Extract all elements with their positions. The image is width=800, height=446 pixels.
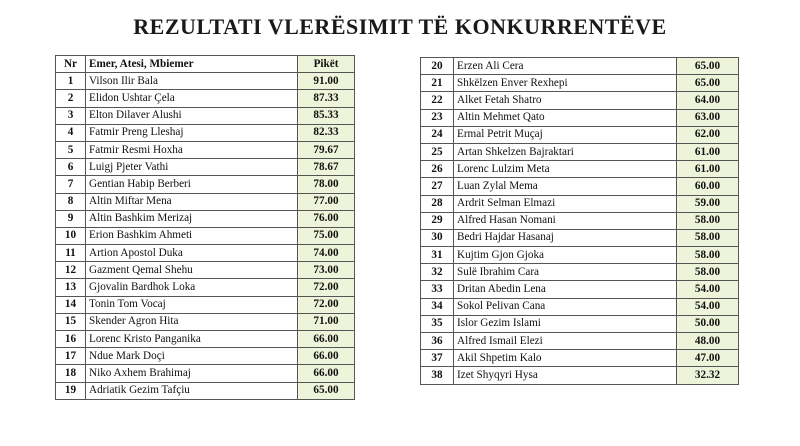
row-number: 29 [421, 212, 454, 229]
candidate-points: 78.67 [298, 159, 355, 176]
candidate-name: Altin Bashkim Merizaj [86, 210, 298, 227]
row-number: 8 [56, 193, 86, 210]
row-number: 7 [56, 176, 86, 193]
candidate-points: 78.00 [298, 176, 355, 193]
table-row [56, 159, 355, 176]
candidate-points: 82.33 [298, 124, 355, 141]
table-row [56, 227, 355, 244]
table-row [421, 350, 739, 367]
candidate-name: Skender Agron Hita [86, 313, 298, 330]
table-row [421, 58, 739, 75]
candidate-name: Artion Apostol Duka [86, 245, 298, 262]
candidate-name: Artan Shkelzen Bajraktari [454, 143, 677, 160]
candidate-name: Gjovalin Bardhok Loka [86, 279, 298, 296]
candidate-points: 73.00 [298, 262, 355, 279]
row-number: 25 [421, 143, 454, 160]
candidate-points: 61.00 [677, 143, 739, 160]
row-number: 35 [421, 315, 454, 332]
candidate-name: Altin Mehmet Qato [454, 109, 677, 126]
row-number: 34 [421, 298, 454, 315]
row-number: 19 [56, 382, 86, 399]
candidate-name: Kujtim Gjon Gjoka [454, 247, 677, 264]
candidate-points: 76.00 [298, 210, 355, 227]
candidate-points: 48.00 [677, 333, 739, 350]
candidate-name: Erion Bashkim Ahmeti [86, 227, 298, 244]
row-number: 5 [56, 141, 86, 158]
candidate-points: 72.00 [298, 279, 355, 296]
candidate-points: 79.67 [298, 141, 355, 158]
table-row [56, 193, 355, 210]
table-row [421, 109, 739, 126]
candidate-name: Gazment Qemal Shehu [86, 262, 298, 279]
candidate-points: 66.00 [298, 348, 355, 365]
table-row [421, 229, 739, 246]
candidate-name: Gentian Habip Berberi [86, 176, 298, 193]
candidate-name: Erzen Ali Cera [454, 58, 677, 75]
table-row [56, 262, 355, 279]
row-number: 20 [421, 58, 454, 75]
row-number: 13 [56, 279, 86, 296]
table-row [56, 365, 355, 382]
candidate-name: Luigj Pjeter Vathi [86, 159, 298, 176]
row-number: 9 [56, 210, 86, 227]
table-row [56, 313, 355, 330]
candidate-points: 65.00 [677, 75, 739, 92]
candidate-points: 63.00 [677, 109, 739, 126]
candidate-points: 74.00 [298, 245, 355, 262]
row-number: 24 [421, 126, 454, 143]
candidate-points: 75.00 [298, 227, 355, 244]
row-number: 14 [56, 296, 86, 313]
row-number: 27 [421, 178, 454, 195]
candidate-name: Niko Axhem Brahimaj [86, 365, 298, 382]
candidate-points: 58.00 [677, 229, 739, 246]
candidate-points: 32.32 [677, 367, 739, 384]
candidate-points: 60.00 [677, 178, 739, 195]
candidate-points: 91.00 [298, 73, 355, 90]
candidate-name: Sulë Ibrahim Cara [454, 264, 677, 281]
table-row [421, 281, 739, 298]
results-table-left [55, 55, 355, 400]
candidate-points: 64.00 [677, 92, 739, 109]
row-number: 22 [421, 92, 454, 109]
table-row [421, 161, 739, 178]
table-row [421, 143, 739, 160]
candidate-points: 58.00 [677, 212, 739, 229]
candidate-name: Akil Shpetim Kalo [454, 350, 677, 367]
candidate-name: Sokol Pelivan Cana [454, 298, 677, 315]
candidate-name: Elton Dilaver Alushi [86, 107, 298, 124]
candidate-name: Lorenc Kristo Panganika [86, 331, 298, 348]
candidate-name: Alket Fetah Shatro [454, 92, 677, 109]
candidate-name: Islor Gezim Islami [454, 315, 677, 332]
candidate-points: 65.00 [298, 382, 355, 399]
candidate-name: Adriatik Gezim Tafçiu [86, 382, 298, 399]
candidate-points: 58.00 [677, 247, 739, 264]
row-number: 16 [56, 331, 86, 348]
candidate-points: 54.00 [677, 281, 739, 298]
row-number: 15 [56, 313, 86, 330]
table-row [421, 333, 739, 350]
table-row [56, 141, 355, 158]
candidate-points: 54.00 [677, 298, 739, 315]
candidate-name: Altin Miftar Mena [86, 193, 298, 210]
candidate-name: Ermal Petrit Muçaj [454, 126, 677, 143]
table-row [56, 279, 355, 296]
candidate-points: 77.00 [298, 193, 355, 210]
table-row [56, 245, 355, 262]
row-number: 6 [56, 159, 86, 176]
candidate-points: 66.00 [298, 331, 355, 348]
row-number: 11 [56, 245, 86, 262]
table-row [56, 296, 355, 313]
row-number: 4 [56, 124, 86, 141]
row-number: 36 [421, 333, 454, 350]
candidate-name: Fatmir Preng Lleshaj [86, 124, 298, 141]
candidate-name: Lorenc Lulzim Meta [454, 161, 677, 178]
candidate-name: Vilson Ilir Bala [86, 73, 298, 90]
table-row [421, 298, 739, 315]
table-row [421, 195, 739, 212]
table-row [56, 73, 355, 90]
candidate-points: 85.33 [298, 107, 355, 124]
table-header-row [56, 56, 355, 73]
header-points: Pikët [298, 56, 355, 73]
row-number: 37 [421, 350, 454, 367]
candidate-points: 62.00 [677, 126, 739, 143]
candidate-points: 47.00 [677, 350, 739, 367]
candidate-points: 72.00 [298, 296, 355, 313]
row-number: 3 [56, 107, 86, 124]
table-row [421, 367, 739, 384]
row-number: 12 [56, 262, 86, 279]
row-number: 17 [56, 348, 86, 365]
table-row [421, 92, 739, 109]
table-row [421, 75, 739, 92]
candidate-name: Shkëlzen Enver Rexhepi [454, 75, 677, 92]
row-number: 21 [421, 75, 454, 92]
candidate-name: Ardrit Selman Elmazi [454, 195, 677, 212]
row-number: 1 [56, 73, 86, 90]
candidate-name: Luan Zylal Mema [454, 178, 677, 195]
row-number: 33 [421, 281, 454, 298]
row-number: 28 [421, 195, 454, 212]
table-row [421, 178, 739, 195]
candidate-name: Elidon Ushtar Çela [86, 90, 298, 107]
row-number: 26 [421, 161, 454, 178]
table-row [421, 126, 739, 143]
header-nr: Nr [56, 56, 86, 73]
table-row [56, 107, 355, 124]
candidate-points: 87.33 [298, 90, 355, 107]
candidate-points: 50.00 [677, 315, 739, 332]
table-row [56, 90, 355, 107]
table-row [421, 264, 739, 281]
row-number: 38 [421, 367, 454, 384]
table-row [56, 331, 355, 348]
table-row [421, 212, 739, 229]
row-number: 23 [421, 109, 454, 126]
table-row [56, 210, 355, 227]
candidate-points: 61.00 [677, 161, 739, 178]
results-table-right [420, 57, 739, 385]
candidate-points: 71.00 [298, 313, 355, 330]
candidate-name: Alfred Ismail Elezi [454, 333, 677, 350]
row-number: 2 [56, 90, 86, 107]
candidate-points: 59.00 [677, 195, 739, 212]
candidate-name: Alfred Hasan Nomani [454, 212, 677, 229]
row-number: 31 [421, 247, 454, 264]
candidate-name: Fatmir Resmi Hoxha [86, 141, 298, 158]
table-row [56, 348, 355, 365]
candidate-name: Tonin Tom Vocaj [86, 296, 298, 313]
table-row [56, 176, 355, 193]
candidate-points: 66.00 [298, 365, 355, 382]
row-number: 30 [421, 229, 454, 246]
table-row [421, 315, 739, 332]
row-number: 32 [421, 264, 454, 281]
table-row [56, 124, 355, 141]
candidate-name: Dritan Abedin Lena [454, 281, 677, 298]
candidate-name: Ndue Mark Doçi [86, 348, 298, 365]
candidate-name: Izet Shyqyri Hysa [454, 367, 677, 384]
page-title: REZULTATI VLERËSIMIT TË KONKURRENTËVE [133, 14, 667, 39]
candidate-points: 65.00 [677, 58, 739, 75]
table-row [421, 247, 739, 264]
table-row [56, 382, 355, 399]
candidate-points: 58.00 [677, 264, 739, 281]
row-number: 18 [56, 365, 86, 382]
header-name: Emer, Atesi, Mbiemer [86, 56, 298, 73]
row-number: 10 [56, 227, 86, 244]
candidate-name: Bedri Hajdar Hasanaj [454, 229, 677, 246]
